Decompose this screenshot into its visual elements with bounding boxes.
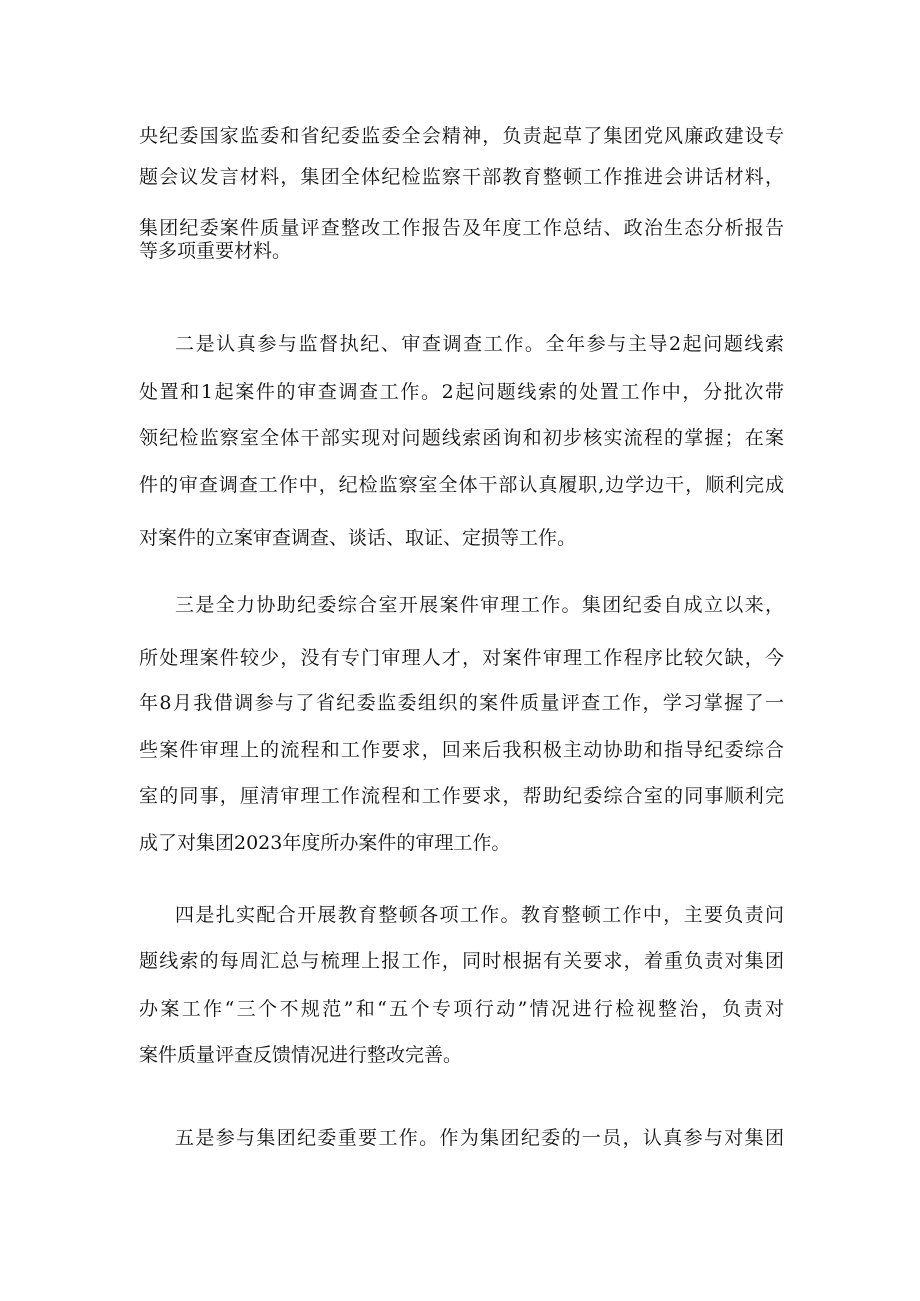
paragraph-line: 等多项重要材料。 (139, 240, 292, 262)
paragraph-line: 年8月我借调参与了省纪委监委组织的案件质量评查工作，学习掌握了一 (139, 692, 784, 714)
paragraph-line: 处置和1起案件的审查调查工作。2起问题线索的处置工作中，分批次带 (139, 381, 784, 403)
paragraph-line: 领纪检监察室全体干部实现对问题线索函询和初步核实流程的掌握；在案 (139, 427, 784, 449)
paragraph-line: 室的同事，厘清审理工作流程和工作要求，帮助纪委综合室的同事顺利完 (139, 785, 784, 807)
paragraph-line: 所处理案件较少，没有专门审理人才，对案件审理工作程序比较欠缺，今 (139, 647, 784, 669)
paragraph-line: 件的审查调查工作中，纪检监察室全体干部认真履职,边学边干，顺利完成 (139, 474, 784, 496)
paragraph-line: 四是扎实配合开展教育整顿各项工作。教育整顿工作中，主要负责问 (175, 904, 784, 926)
paragraph-line: 五是参与集团纪委重要工作。作为集团纪委的一员，认真参与对集团 (175, 1127, 784, 1149)
paragraph-line: 央纪委国家监委和省纪委监委全会精神，负责起草了集团党风廉政建设专 (139, 125, 784, 147)
paragraph-line: 题线索的每周汇总与梳理上报工作，同时根据有关要求，着重负责对集团 (139, 950, 784, 972)
paragraph-line: 二是认真参与监督执纪、审查调查工作。全年参与主导2起问题线索 (175, 333, 784, 355)
paragraph-line: 题会议发言材料，集团全体纪检监察干部教育整顿工作推进会讲话材料， (139, 166, 784, 188)
paragraph-line: 三是全力协助纪委综合室开展案件审理工作。集团纪委自成立以来， (175, 594, 784, 616)
paragraph-line: 成了对集团2023年度所办案件的审理工作。 (139, 832, 511, 854)
paragraph-line: 集团纪委案件质量评查整改工作报告及年度工作总结、政治生态分析报告 (139, 217, 784, 239)
paragraph-line: 案件质量评查反馈情况进行整改完善。 (139, 1044, 463, 1066)
paragraph-line: 办案工作“三个不规范”和“五个专项行动”情况进行检视整治，负责对 (139, 998, 784, 1020)
paragraph-line: 对案件的立案审查调查、谈话、取证、定损等工作。 (139, 527, 577, 549)
paragraph-line: 些案件审理上的流程和工作要求，回来后我积极主动协助和指导纪委综合 (139, 739, 784, 761)
